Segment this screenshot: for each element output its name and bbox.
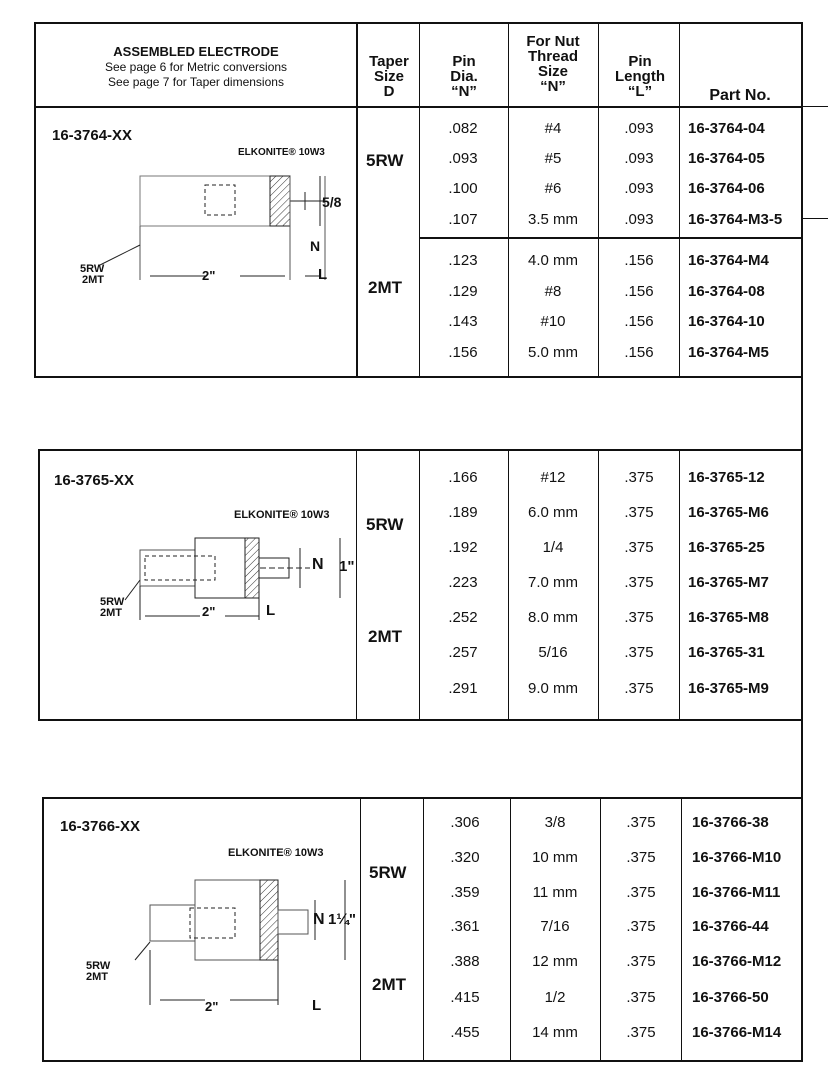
taper-size-2mt: 2MT: [372, 975, 406, 994]
nut-size: 4.0 mm: [527, 252, 578, 269]
pin-length: .093: [624, 180, 654, 197]
pin-length: .375: [624, 504, 654, 521]
dimension-l: L: [312, 997, 322, 1014]
pin-length: .093: [624, 211, 654, 228]
dimension-n: N: [312, 556, 324, 573]
pin-length: .156: [624, 283, 654, 300]
table-row: [0, 1024, 828, 1054]
part-number: 16-3764-08: [688, 283, 765, 300]
elkonite-label: ELKONITE® 10W3: [228, 847, 324, 859]
table-row: [0, 469, 828, 499]
taper-size-5rw: 5RW: [366, 151, 404, 170]
table-row: [0, 180, 828, 210]
section2-bottom: [38, 719, 803, 721]
elkonite-label: ELKONITE® 10W3: [234, 509, 330, 521]
part-number: 16-3766-M10: [692, 849, 782, 866]
table-row: [0, 989, 828, 1019]
pin-length: .156: [624, 252, 654, 269]
pin-dia: .359: [450, 884, 480, 901]
header-taper-line2: Size: [373, 68, 404, 85]
header-taper-line3: D: [383, 83, 395, 100]
taper-label-5rw: 5RW: [80, 263, 105, 275]
pin-length: .093: [624, 120, 654, 137]
part-number: 16-3766-50: [692, 989, 769, 1006]
table-row: [0, 120, 828, 150]
header-nut-thread: [508, 34, 598, 94]
pin-dia: .415: [450, 989, 480, 1006]
table-row: [0, 283, 828, 313]
nut-size: 8.0 mm: [527, 609, 578, 626]
header-note-taper: See page 7 for Taper dimensions: [108, 75, 284, 89]
part-number: 16-3766-38: [692, 814, 769, 831]
header-pin-length-line2: Length: [615, 68, 665, 85]
dimension-length: 2": [202, 604, 216, 619]
header-taper-line1: Taper: [369, 53, 409, 70]
pin-dia: .306: [450, 814, 480, 831]
pin-dia: .156: [448, 344, 478, 361]
dimension-width: 1¼": [328, 911, 356, 928]
table-row: [0, 609, 828, 639]
taper-size-5rw: 5RW: [369, 863, 407, 882]
nut-size: 3/8: [544, 814, 566, 831]
nut-size: #6: [544, 180, 562, 197]
pin-length: .375: [626, 849, 656, 866]
section-id: 16-3764-XX: [52, 127, 133, 144]
nut-size: 12 mm: [532, 953, 578, 970]
taper-size-2mt: 2MT: [368, 278, 402, 297]
table-row: [0, 211, 828, 241]
header-pin-dia-line3: “N”: [451, 83, 477, 100]
pin-dia: .257: [448, 644, 478, 661]
pin-dia: .192: [448, 539, 478, 556]
pin-dia: .223: [448, 574, 478, 591]
header-nut-line2: Thread: [527, 48, 578, 65]
part-number: 16-3765-12: [688, 469, 765, 486]
section-id: 16-3766-XX: [60, 818, 141, 835]
header-nut-line3: Size: [537, 63, 568, 80]
pin-dia: .107: [448, 211, 478, 228]
taper-label-5rw: 5RW: [100, 596, 125, 608]
header-nut-line4: “N”: [540, 78, 566, 95]
part-number: 16-3766-44: [692, 918, 769, 935]
part-number: 16-3764-M5: [688, 344, 769, 361]
pin-dia: .291: [448, 680, 478, 697]
pin-length: .156: [624, 344, 654, 361]
pin-length: .156: [624, 313, 654, 330]
part-number: 16-3765-M8: [688, 609, 769, 626]
pin-dia: .189: [448, 504, 478, 521]
pin-length: .375: [626, 814, 656, 831]
nut-size: 11 mm: [532, 884, 578, 901]
nut-size: #8: [544, 283, 562, 300]
dimension-length: 2": [202, 268, 216, 283]
header-pin-dia: [420, 54, 508, 99]
part-number: 16-3766-M14: [692, 1024, 782, 1041]
pin-dia: .361: [450, 918, 480, 935]
nut-size: 9.0 mm: [527, 680, 578, 697]
pin-dia: .123: [448, 252, 478, 269]
table-row: [0, 849, 828, 879]
pin-length: .375: [624, 469, 654, 486]
pin-dia: .143: [448, 313, 478, 330]
table-row: [0, 644, 828, 674]
nut-size: 1/4: [542, 539, 564, 556]
part-number: 16-3765-M7: [688, 574, 769, 591]
pin-dia: .129: [448, 283, 478, 300]
nut-size: 6.0 mm: [527, 504, 578, 521]
pin-dia: .455: [450, 1024, 480, 1041]
pin-dia: .320: [450, 849, 480, 866]
pin-length: .093: [624, 150, 654, 167]
table-row: [0, 504, 828, 534]
nut-size: #4: [544, 120, 562, 137]
nut-size: 7/16: [540, 918, 570, 935]
header-taper-size: [358, 54, 420, 99]
dimension-n: N: [313, 911, 325, 928]
taper-label-2mt: 2MT: [100, 607, 122, 619]
part-number: 16-3766-M11: [692, 884, 781, 901]
table-row: [0, 313, 828, 343]
pin-length: .375: [624, 574, 654, 591]
part-number: 16-3764-06: [688, 180, 765, 197]
pin-length: .375: [626, 989, 656, 1006]
table-row: [0, 252, 828, 282]
pin-dia: .082: [448, 120, 478, 137]
taper-size-5rw: 5RW: [366, 515, 404, 534]
nut-size: #12: [540, 469, 566, 486]
header-pin-length-line1: Pin: [628, 53, 652, 70]
part-number: 16-3764-M3-5: [688, 211, 783, 228]
nut-size: #5: [544, 150, 562, 167]
dimension-length: 2": [205, 999, 219, 1014]
nut-size: 5.0 mm: [527, 344, 578, 361]
nut-size: 5/16: [538, 644, 568, 661]
table-row: [0, 884, 828, 914]
pin-dia: .100: [448, 180, 478, 197]
nut-size: 7.0 mm: [527, 574, 578, 591]
part-number: 16-3765-25: [688, 539, 765, 556]
elkonite-label: ELKONITE® 10W3: [238, 147, 325, 158]
header-assembled-title: ASSEMBLED ELECTRODE: [113, 44, 279, 59]
table-row: [0, 814, 828, 844]
dimension-l: L: [318, 266, 328, 283]
part-number: 16-3765-M6: [688, 504, 769, 521]
pin-length: .375: [626, 1024, 656, 1041]
part-number: 16-3764-10: [688, 313, 765, 330]
pin-dia: .252: [448, 609, 478, 626]
header-pin-length-line3: “L”: [627, 83, 653, 100]
section2-top: [38, 449, 803, 451]
header-nut-line1: For Nut: [526, 33, 580, 50]
dimension-l: L: [266, 602, 276, 619]
table-row: [0, 953, 828, 983]
part-number: 16-3765-M9: [688, 680, 769, 697]
part-number: 16-3765-31: [688, 644, 765, 661]
table-row: [0, 574, 828, 604]
part-number: 16-3766-M12: [692, 953, 782, 970]
nut-size: 10 mm: [532, 849, 578, 866]
taper-label-2mt: 2MT: [82, 274, 104, 286]
pin-length: .375: [624, 680, 654, 697]
taper-size-2mt: 2MT: [368, 627, 402, 646]
pin-dia: .093: [448, 150, 478, 167]
pin-dia: .166: [448, 469, 478, 486]
header-pin-dia-line1: Pin: [452, 53, 476, 70]
dimension-width: 5/8: [322, 194, 342, 210]
pin-length: .375: [624, 609, 654, 626]
pin-length: .375: [624, 644, 654, 661]
header-pin-length: [600, 54, 680, 99]
dimension-width: 1": [339, 558, 355, 575]
pin-length: .375: [626, 884, 656, 901]
dimension-n: N: [310, 238, 321, 254]
nut-size: 14 mm: [532, 1024, 578, 1041]
table-row: [0, 918, 828, 948]
table-row: [0, 344, 828, 374]
nut-size: 1/2: [544, 989, 566, 1006]
part-number: 16-3764-M4: [688, 252, 769, 269]
pin-length: .375: [624, 539, 654, 556]
header-pin-dia-line2: Dia.: [450, 68, 478, 85]
header-part-no: Part No.: [709, 87, 771, 104]
part-number: 16-3764-04: [688, 120, 765, 137]
pin-length: .375: [626, 953, 656, 970]
pin-length: .375: [626, 918, 656, 935]
nut-size: 3.5 mm: [527, 211, 578, 228]
taper-label-2mt: 2MT: [86, 971, 108, 983]
taper-label-5rw: 5RW: [86, 960, 111, 972]
nut-size: #10: [540, 313, 566, 330]
table-row: [0, 539, 828, 569]
header-note-metric: See page 6 for Metric conversions: [104, 60, 288, 74]
section1-bottom: [34, 376, 803, 378]
table-row: [0, 150, 828, 180]
pin-dia: .388: [450, 953, 480, 970]
section-id: 16-3765-XX: [54, 472, 135, 489]
table-row: [0, 680, 828, 710]
part-number: 16-3764-05: [688, 150, 765, 167]
section1-tick-top: [802, 106, 828, 107]
